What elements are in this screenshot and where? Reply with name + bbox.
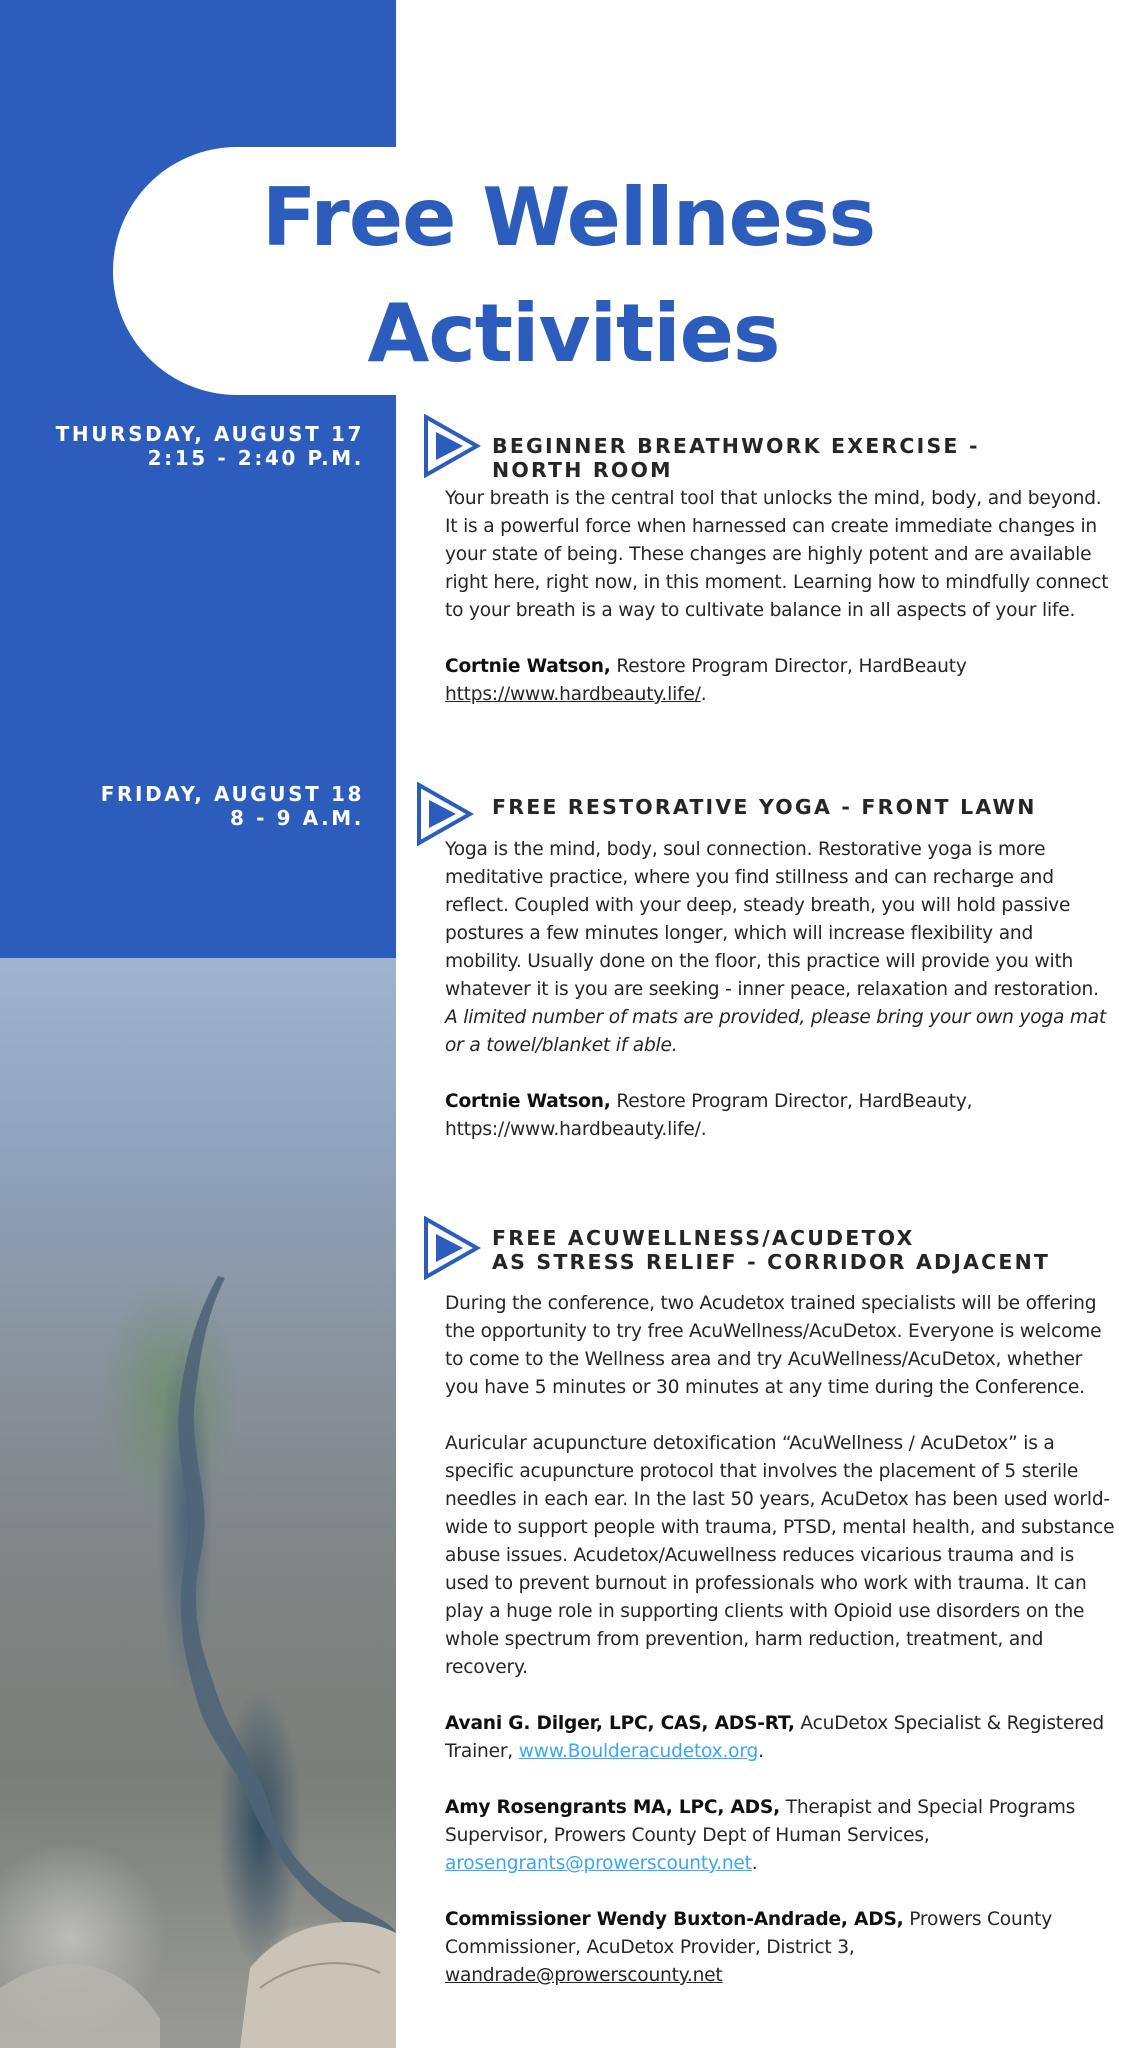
session-2-time: 8 - 9 A.M. [230,806,364,830]
punctuation: . [758,1741,764,1762]
presenter-name: Amy Rosengrants MA, LPC, ADS, [445,1797,780,1818]
presenter-name: Avani G. Dilger, LPC, CAS, ADS-RT, [445,1713,795,1734]
session-2-datetime [101,782,364,830]
play-triangle-icon [423,1216,481,1280]
presenter-name: Cortnie Watson, [445,656,611,677]
presenter-role: Prowers County Commissioner, AcuDetox Provider, District 3, [445,1909,1053,1958]
hardbeauty-link[interactable]: https://www.hardbeauty.life/ [445,684,701,705]
arosengrants-email-link[interactable]: arosengrants@prowerscounty.net [445,1853,752,1874]
canyon-river-photo [0,958,396,2048]
session-3-heading-line-2: AS STRESS RELIEF - CORRIDOR ADJACENT [492,1250,1051,1274]
hardbeauty-url-text: https://www.hardbeauty.life/. [445,1119,707,1140]
presenter-role: AcuDetox Specialist & Registered Trainer, [445,1713,1105,1762]
presenter-name: Cortnie Watson, [445,1091,611,1112]
page-title [0,160,1137,392]
session-1-heading [492,434,980,482]
session-1-body [445,485,1115,709]
boulderacudetox-link[interactable]: www.Boulderacudetox.org [518,1741,759,1762]
title-line-2: Activities [367,287,780,380]
session-3-body [445,1290,1115,1990]
session-2-heading [492,795,1037,819]
session-2-date: FRIDAY, AUGUST 18 [100,782,364,806]
session-1-description: Your breath is the central tool that unlocks the mind, body, and beyond. It is a powerful force when harnessed can create immediate changes in your state of being. These changes are highly potent and are available right here, right now, in this moment. Learning how to mindfully connect to your breath is a way to cultivate balance in all aspects of your life. [445,488,1109,621]
wandrade-email-link[interactable]: wandrade@prowerscounty.net [445,1965,723,1986]
play-triangle-icon [423,414,481,478]
presenter-role: Restore Program Director, HardBeauty, [610,1091,973,1112]
session-1-presenter [445,653,1115,709]
presenter-avani [445,1710,1115,1766]
session-1-datetime [56,422,364,470]
session-1-heading-line-2: NORTH ROOM [492,458,673,482]
presenter-role: Therapist and Special Programs Supervisor, Prowers County Dept of Human Services, [445,1797,1076,1846]
session-2-heading-line-1: FREE RESTORATIVE YOGA - FRONT LAWN [492,795,1037,819]
presenter-name: Commissioner Wendy Buxton-Andrade, ADS, [445,1909,904,1930]
session-3-heading-line-1: FREE ACUWELLNESS/ACUDETOX [492,1226,915,1250]
session-3-description-2: Auricular acupuncture detoxification “AcuWellness / AcuDetox” is a specific acupuncture protocol that involves the placement of 5 sterile needles in each ear. In the last 50 years, AcuDetox has been used world-wide to support people with trauma, PTSD, mental health, and substance abuse issues. Acudetox/Acuwellness reduces vicarious trauma and is used to prevent burnout in professionals who work with trauma. It can play a huge role in supporting clients with Opioid use disorders on the whole spectrum from prevention, harm reduction, treatment, and recovery. [445,1433,1115,1678]
session-2-body [445,836,1115,1144]
session-2-note [445,1004,1115,1060]
session-1-time: 2:15 - 2:40 P.M. [147,446,364,470]
mats-note: A limited number of mats are provided, please bring your own yoga mat or a towel/blanket if able. [445,1007,1107,1056]
session-1-date: THURSDAY, AUGUST 17 [55,422,364,446]
session-1-heading-line-1: BEGINNER BREATHWORK EXERCISE - [492,434,980,458]
session-2-presenter [445,1088,1115,1144]
session-2-description: Yoga is the mind, body, soul connection. Restorative yoga is more meditative practice, where you find stillness and can recharge and reflect. Coupled with your deep, steady breath, you will hold passive postures a few minutes longer, which will increase flexibility and mobility. Usually done on the floor, this practice will provide you with whatever it is you are seeking - inner peace, relaxation and restoration. [445,839,1099,1000]
presenter-role: Restore Program Director, HardBeauty [610,656,967,677]
presenter-wendy [445,1906,1115,1990]
river-illustration [0,958,396,2048]
title-line-1: Free Wellness [261,171,876,264]
punctuation: . [751,1853,758,1874]
presenter-amy [445,1794,1115,1878]
session-3-heading [492,1226,1050,1274]
session-3-description-1: During the conference, two Acudetox trained specialists will be offering the opportunity to try free AcuWellness/AcuDetox. Everyone is welcome to come to the Wellness area and try AcuWellness/AcuDetox, whether you have 5 minutes or 30 minutes at any time during the Conference. [445,1293,1102,1398]
punctuation: . [700,684,707,705]
